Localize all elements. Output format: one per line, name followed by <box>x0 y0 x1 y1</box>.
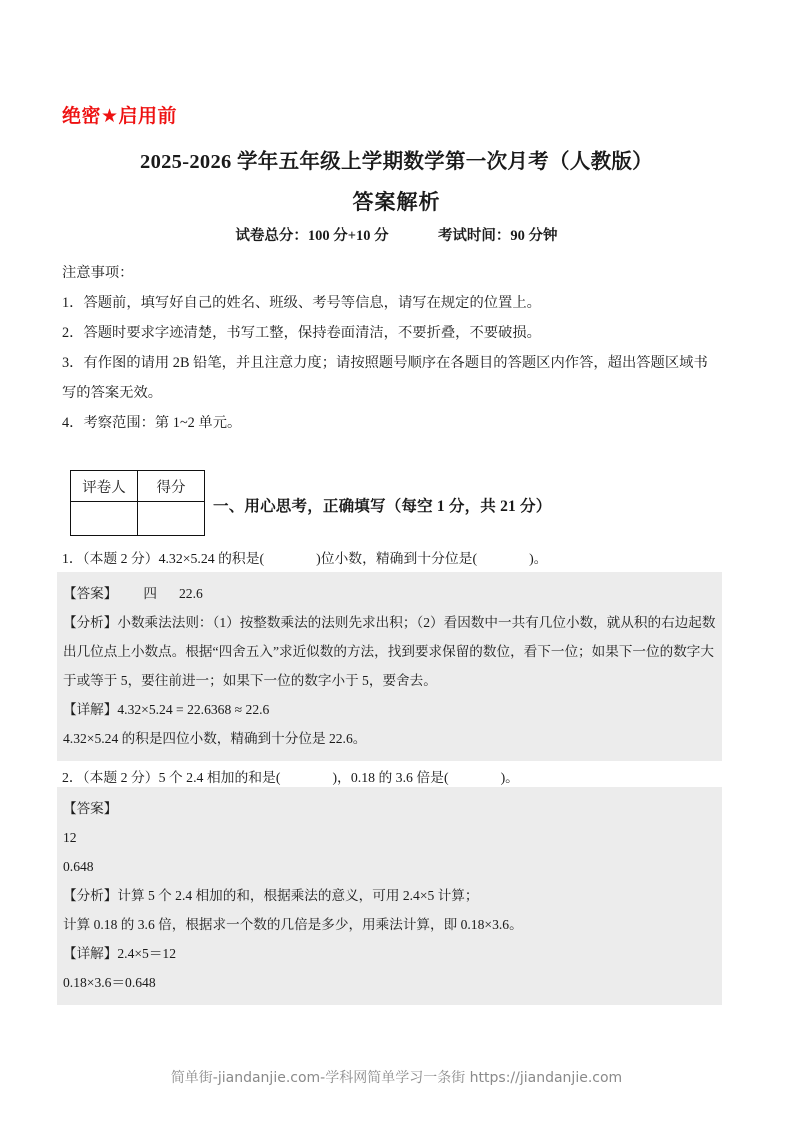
detail-tag-2: 【详解】 <box>63 946 118 961</box>
question-1-answer-line <box>63 579 716 608</box>
question-2-detail-2: 0.18×3.6＝0.648 <box>63 975 156 990</box>
notice-item-4: 4．考察范围：第 1~2 单元。 <box>62 415 242 431</box>
detail-tag-1: 【详解】 <box>63 702 118 717</box>
exam-meta <box>0 224 793 245</box>
question-2-answer-value-line-1 <box>63 823 716 852</box>
question-2-analysis-line-2 <box>63 910 716 939</box>
question-2-detail-line-1 <box>63 939 716 968</box>
question-2-prompt-middle: )，0.18 的 3.6 倍是( <box>332 770 449 785</box>
analysis-tag-1: 【分析】 <box>63 615 118 630</box>
notice-item-3: 3．有作图的请用 2B 铅笔，并且注意力度；请按照题号顺序在各题目的答题区内作答，超出答题区域书写的答案无效。 <box>62 355 708 401</box>
question-2-prompt <box>62 767 732 789</box>
question-2-answer-value-2: 0.648 <box>63 859 94 874</box>
question-2-analysis-1: 计算 5 个 2.4 相加的和，根据乘法的意义，可用 2.4×5 计算； <box>117 888 479 903</box>
question-2-prompt-before: 2．（本题 2 分）5 个 2.4 相加的和是( <box>62 770 281 785</box>
question-2-prompt-end: )。 <box>500 770 519 785</box>
question-1-detail-1: 4.32×5.24 = 22.6368 ≈ 22.6 <box>117 702 270 717</box>
question-1-analysis-line <box>63 608 716 695</box>
question-2-analysis-2: 计算 0.18 的 3.6 倍，根据求一个数的几倍是多少，用乘法计算，即 0.18×3.6。 <box>63 917 523 932</box>
analysis-tag-2: 【分析】 <box>63 888 118 903</box>
notice-item-1: 1．答题前，填写好自己的姓名、班级、考号等信息，请写在规定的位置上。 <box>62 295 541 311</box>
question-1-prompt <box>62 548 732 570</box>
table-row-values <box>71 502 205 536</box>
question-1-answer-value-1: 四 <box>143 586 157 601</box>
grader-table <box>70 470 205 536</box>
section-heading-fill-in-blanks: 一、用心思考，正确填写（每空 1 分，共 21 分） <box>213 498 552 515</box>
grader-value-score[interactable] <box>138 502 205 536</box>
question-1-detail-line <box>63 695 716 724</box>
question-1-prompt-middle: )位小数，精确到十分位是( <box>316 551 478 566</box>
grader-header-reviewer: 评卷人 <box>71 471 138 502</box>
question-1-answer-value-2: 22.6 <box>178 586 203 601</box>
grader-value-reviewer[interactable] <box>71 502 138 536</box>
exam-time-label: 考试时间：90 分钟 <box>437 228 558 244</box>
question-1-prompt-before: 1．（本题 2 分）4.32×5.24 的积是( <box>62 551 265 566</box>
notice-item-2: 2．答题时要求字迹清楚，书写工整，保持卷面清洁，不要折叠，不要破损。 <box>62 325 541 341</box>
notice-section <box>62 258 722 438</box>
question-2-answer-value-line-2 <box>63 852 716 881</box>
footer-watermark: 简单街-jiandanjie.com-学科网简单学习一条街 https://jiandanjie.com <box>170 1070 623 1086</box>
answer-block-question-1 <box>57 572 722 761</box>
question-1-detail-2: 4.32×5.24 的积是四位小数，精确到十分位是 22.6。 <box>63 731 367 746</box>
secret-banner: 绝密★启用前 <box>62 105 178 127</box>
question-2-answer-tag-line <box>63 794 716 823</box>
question-2-answer-value-1: 12 <box>63 830 77 845</box>
answer-block-question-2 <box>57 787 722 1005</box>
table-row-header <box>71 471 205 502</box>
question-1-analysis-text: 小数乘法法则：（1）按整数乘法的法则先求出积；（2）看因数中一共有几位小数，就从积的右边起数出几位点上小数点。根据“四舍五入”求近似数的方法，找到要求保留的数位，看下一位；如果下一位的数字大于或等于 5，要往前进一；如果下一位的数字小于 5，要舍去。 <box>63 615 716 688</box>
question-2-analysis-line-1 <box>63 881 716 910</box>
page-title: 2025-2026 学年五年级上学期数学第一次月考（人教版） <box>140 151 653 173</box>
notice-heading: 注意事项： <box>62 265 134 281</box>
question-1-detail-line-2 <box>63 724 716 753</box>
question-2-detail-line-2 <box>63 968 716 997</box>
grader-header-score: 得分 <box>138 471 205 502</box>
question-2-detail-1: 2.4×5＝12 <box>117 946 177 961</box>
page-subtitle: 答案解析 <box>352 190 441 214</box>
question-1-prompt-end: )。 <box>529 551 548 566</box>
total-score-label: 试卷总分：100 分+10 分 <box>235 228 389 244</box>
answer-tag-2: 【答案】 <box>63 801 118 816</box>
answer-tag-1: 【答案】 <box>63 586 118 601</box>
